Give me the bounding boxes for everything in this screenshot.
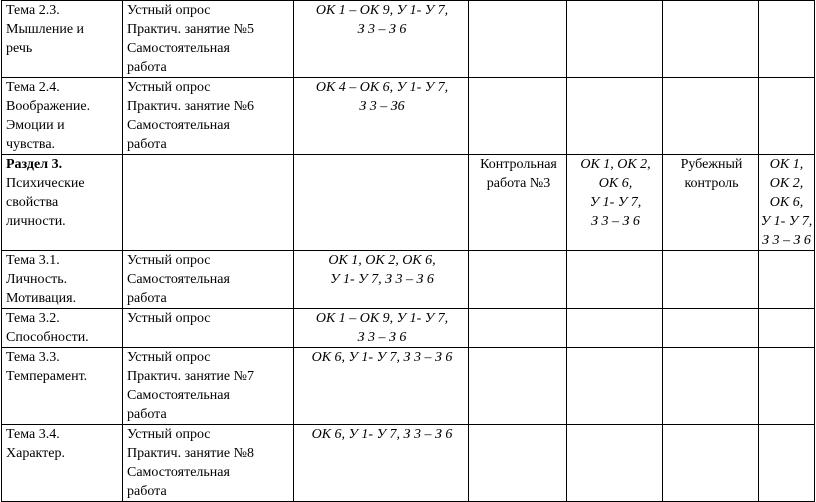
empty-cell bbox=[469, 78, 567, 155]
empty-cell bbox=[759, 1, 815, 78]
empty-cell bbox=[759, 425, 815, 502]
forms-cell: Устный опрос Самостоятельная работа bbox=[123, 251, 294, 309]
table-row bbox=[2, 1, 815, 78]
assessment-table bbox=[1, 0, 815, 502]
section-cell: Раздел 3. Психические свойства личности. bbox=[2, 155, 123, 251]
empty-cell bbox=[123, 155, 294, 251]
forms-cell: Устный опрос Практич. занятие №8 Самостоятельная работа bbox=[123, 425, 294, 502]
empty-cell bbox=[469, 251, 567, 309]
topic-cell: Тема 2.3. Мышление и речь bbox=[2, 1, 123, 78]
forms-cell: Устный опрос bbox=[123, 309, 294, 348]
forms-cell: Устный опрос Практич. занятие №5 Самостоятельная работа bbox=[123, 1, 294, 78]
empty-cell bbox=[469, 348, 567, 425]
empty-cell bbox=[567, 78, 663, 155]
empty-cell bbox=[663, 251, 759, 309]
competencies-cell: ОК 6, У 1- У 7, З 3 – З 6 bbox=[294, 348, 469, 425]
competencies-cell: ОК 1, ОК 2, ОК 6, У 1- У 7, З 3 – З 6 bbox=[294, 251, 469, 309]
forms-cell: Устный опрос Практич. занятие №7 Самостоятельная работа bbox=[123, 348, 294, 425]
final-control-cell: Рубежный контроль bbox=[663, 155, 759, 251]
final-competencies-cell: ОК 1, ОК 2, ОК 6, У 1- У 7, З 3 – З 6 bbox=[759, 155, 815, 251]
table-row bbox=[2, 425, 815, 502]
empty-cell bbox=[663, 425, 759, 502]
table-row bbox=[2, 309, 815, 348]
section-title: Раздел 3. bbox=[6, 157, 63, 172]
section-row bbox=[2, 155, 815, 251]
empty-cell bbox=[663, 348, 759, 425]
table-row bbox=[2, 251, 815, 309]
table-row bbox=[2, 348, 815, 425]
empty-cell bbox=[759, 78, 815, 155]
topic-cell: Тема 3.4. Характер. bbox=[2, 425, 123, 502]
table-row bbox=[2, 78, 815, 155]
empty-cell bbox=[663, 309, 759, 348]
competencies-cell: ОК 1 – ОК 9, У 1- У 7, З 3 – З 6 bbox=[294, 1, 469, 78]
empty-cell bbox=[567, 1, 663, 78]
empty-cell bbox=[663, 1, 759, 78]
empty-cell bbox=[469, 1, 567, 78]
empty-cell bbox=[567, 348, 663, 425]
competencies-cell: ОК 6, У 1- У 7, З 3 – З 6 bbox=[294, 425, 469, 502]
topic-cell: Тема 3.2. Способности. bbox=[2, 309, 123, 348]
empty-cell bbox=[759, 309, 815, 348]
empty-cell bbox=[663, 78, 759, 155]
empty-cell bbox=[469, 309, 567, 348]
competencies-cell: ОК 4 – ОК 6, У 1- У 7, З 3 – З6 bbox=[294, 78, 469, 155]
topic-cell: Тема 3.3. Темперамент. bbox=[2, 348, 123, 425]
empty-cell bbox=[567, 425, 663, 502]
topic-cell: Тема 2.4. Воображение. Эмоции и чувства. bbox=[2, 78, 123, 155]
empty-cell bbox=[469, 425, 567, 502]
empty-cell bbox=[567, 251, 663, 309]
empty-cell bbox=[759, 251, 815, 309]
empty-cell bbox=[294, 155, 469, 251]
competencies-cell: ОК 1 – ОК 9, У 1- У 7, З 3 – З 6 bbox=[294, 309, 469, 348]
empty-cell bbox=[567, 309, 663, 348]
empty-cell bbox=[759, 348, 815, 425]
control-form-cell: Контрольная работа №3 bbox=[469, 155, 567, 251]
control-competencies-cell: ОК 1, ОК 2, ОК 6, У 1- У 7, З 3 – З 6 bbox=[567, 155, 663, 251]
topic-cell: Тема 3.1. Личность. Мотивация. bbox=[2, 251, 123, 309]
forms-cell: Устный опрос Практич. занятие №6 Самостоятельная работа bbox=[123, 78, 294, 155]
